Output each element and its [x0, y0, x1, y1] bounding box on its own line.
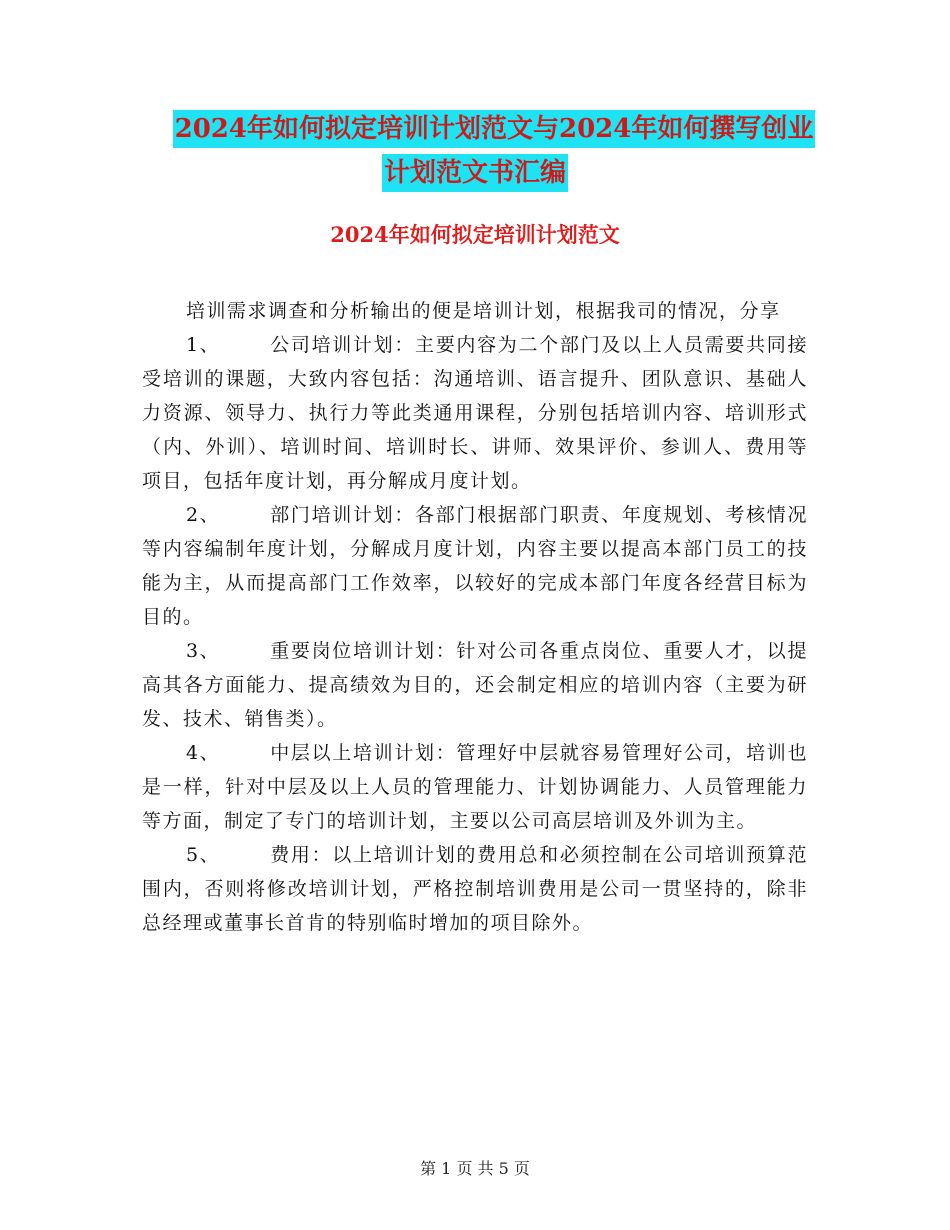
item-number: 3、 [186, 640, 221, 662]
intro-paragraph: 培训需求调查和分析输出的便是培训计划，根据我司的情况，分享 [186, 300, 781, 322]
item-number: 5、 [186, 844, 221, 866]
list-item [142, 328, 808, 498]
item-number: 2、 [186, 504, 221, 526]
title-line-2: 计划范文书汇编 [382, 154, 568, 192]
item-text: 费用：以上培训计划的费用总和必须控制在公司培训预算范围内，否则将修改培训计划，严格控制培训费用是公司一贯坚持的，除非总经理或董事长首肯的特别临时增加的项目除外。 [142, 844, 808, 934]
item-text: 部门培训计划：各部门根据部门职责、年度规划、考核情况等内容编制年度计划，分解成月度计划，内容主要以提高本部门员工的技能为主，从而提高部门工作效率，以较好的完成本部门年度各经营目标为目的。 [142, 504, 808, 628]
list-item [142, 498, 808, 634]
list-item [142, 838, 808, 940]
list-item [142, 736, 808, 838]
item-number: 1、 [186, 334, 221, 356]
document-body [142, 294, 808, 940]
list-item [142, 634, 808, 736]
page-footer: 第 1 页 共 5 页 [420, 1159, 530, 1178]
document-title [0, 110, 950, 192]
section-heading: 2024年如何拟定培训计划范文 [330, 222, 620, 247]
title-line-1: 2024年如何拟定培训计划范文与2024年如何撰写创业 [173, 110, 816, 148]
item-number: 4、 [186, 742, 221, 764]
item-text: 公司培训计划：主要内容为二个部门及以上人员需要共同接受培训的课题，大致内容包括：沟通培训、语言提升、团队意识、基础人力资源、领导力、执行力等此类通用课程，分别包括培训内容、培训形式（内、外训）、培训时间、培训时长、讲师、效果评价、参训人、费用等项目，包括年度计划，再分解成月度计划。 [142, 334, 808, 492]
item-text: 中层以上培训计划：管理好中层就容易管理好公司，培训也是一样，针对中层及以上人员的管理能力、计划协调能力、人员管理能力等方面，制定了专门的培训计划，主要以公司高层培训及外训为主。 [142, 742, 808, 832]
item-text: 重要岗位培训计划：针对公司各重点岗位、重要人才，以提高其各方面能力、提高绩效为目的，还会制定相应的培训内容（主要为研发、技术、销售类）。 [142, 640, 808, 730]
